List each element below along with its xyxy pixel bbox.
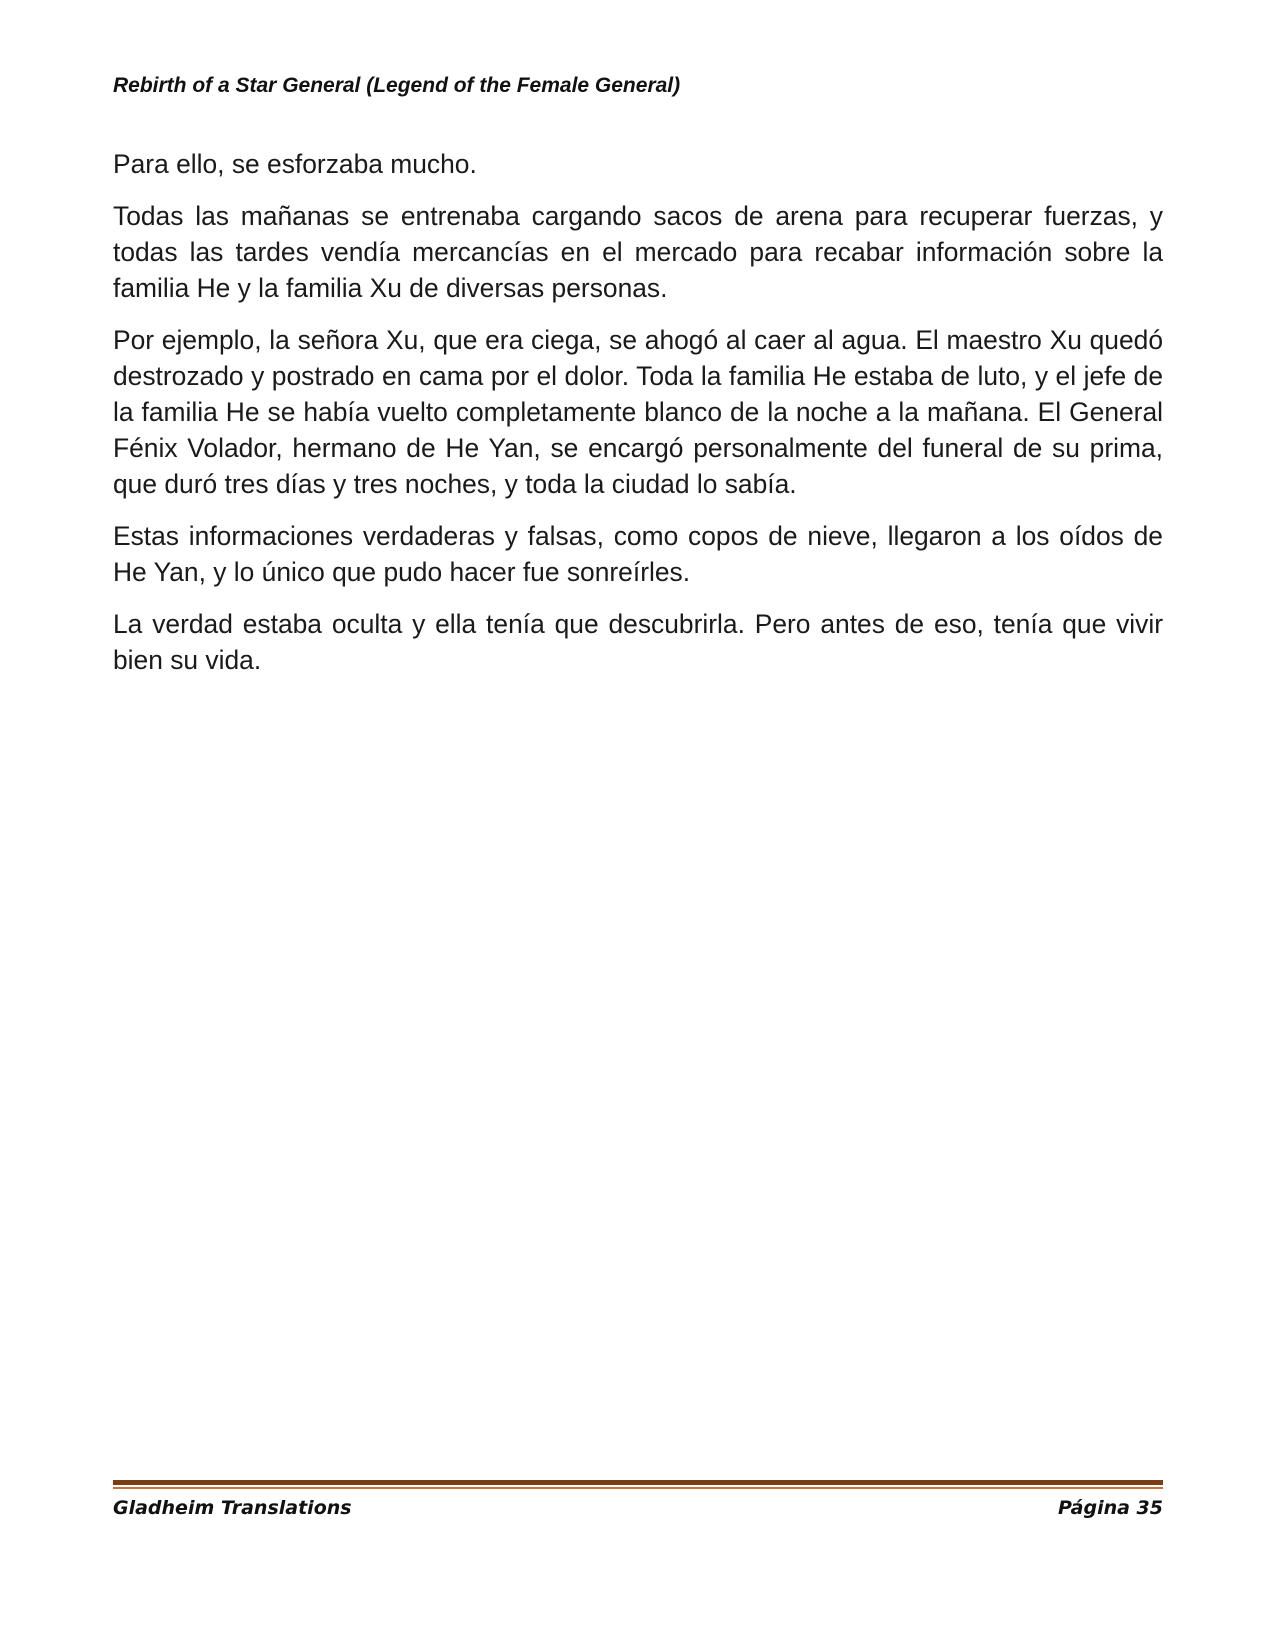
body-text <box>113 146 1163 694</box>
paragraph: Para ello, se esforzaba mucho. <box>113 149 477 179</box>
footer-divider-thin-line <box>113 1487 1163 1489</box>
paragraph: Estas informaciones verdaderas y falsas, como copos de nieve, llegaron a los oídos de He Yan, y lo único que pudo hacer fue sonreírles. <box>113 521 1163 587</box>
running-header-title: Rebirth of a Star General (Legend of the Female General) <box>113 74 681 97</box>
paragraph: La verdad estaba oculta y ella tenía que descubrirla. Pero antes de eso, tenía que vivir bien su vida. <box>113 609 1163 675</box>
paragraph: Por ejemplo, la señora Xu, que era ciega, se ahogó al caer al agua. El maestro Xu quedó destrozado y postrado en cama por el dolor. Toda la familia He estaba de luto, y el jefe de la familia He se había vuelto completamente blanco de la noche a la mañana. El General Fénix Volador, hermano de He Yan, se encargó personalmente del funeral de su prima, que duró tres días y tres noches, y toda la ciudad lo sabía. <box>113 325 1163 499</box>
paragraph: Todas las mañanas se entrenaba cargando sacos de arena para recuperar fuerzas, y todas las tardes vendía mercancías en el mercado para recabar información sobre la familia He y la familia Xu de diversas personas. <box>113 201 1163 303</box>
footer-page-number: Página 35 <box>1057 1497 1163 1519</box>
footer-divider-thick-line <box>113 1480 1163 1485</box>
footer-publisher: Gladheim Translations <box>113 1497 352 1519</box>
footer-divider <box>113 1480 1163 1489</box>
